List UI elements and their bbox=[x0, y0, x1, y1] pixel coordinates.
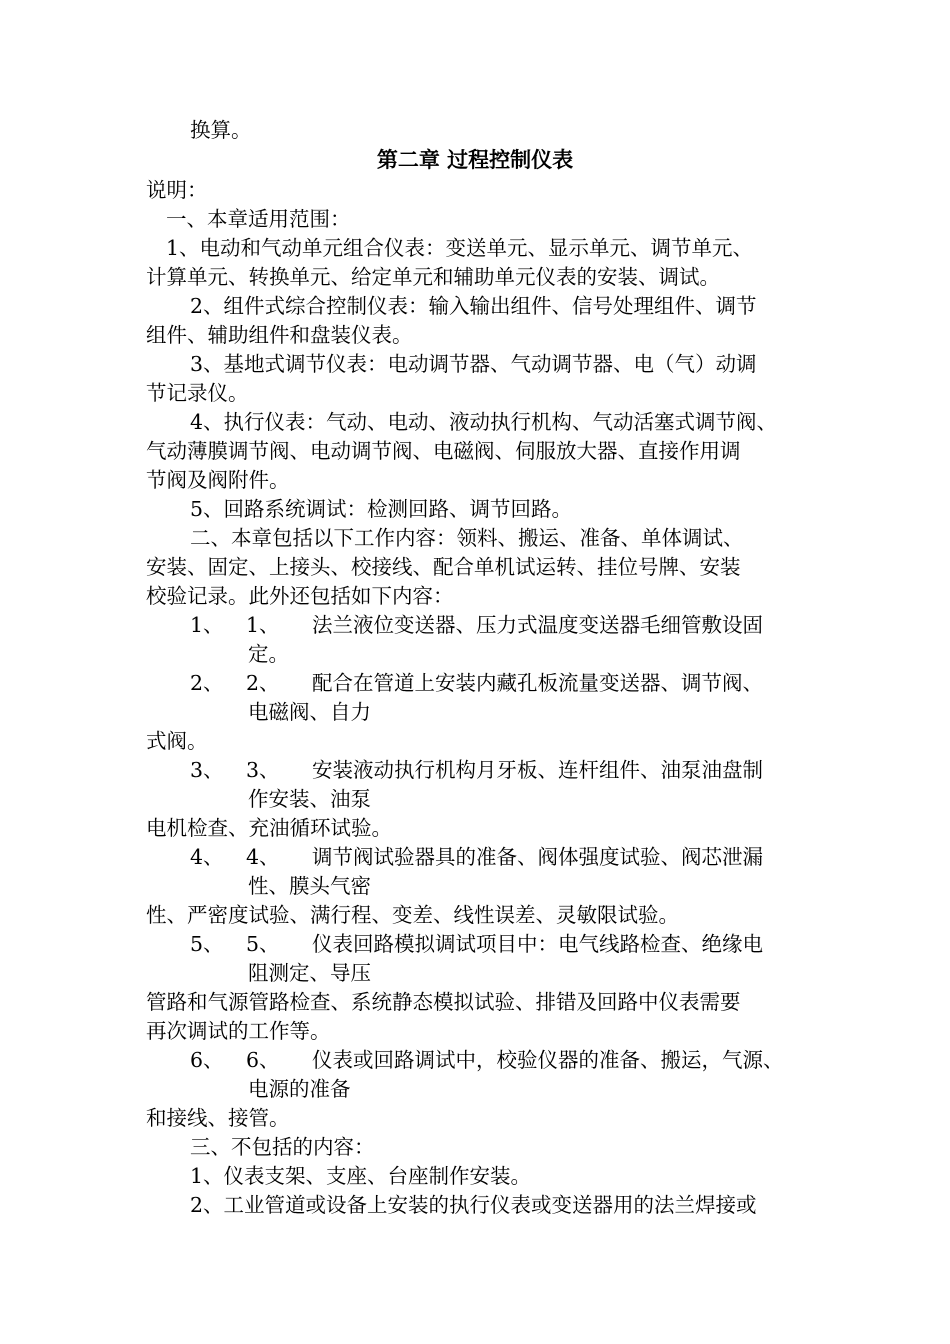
paragraph-line: 5、回路系统调试：检测回路、调节回路。 bbox=[190, 497, 573, 521]
paragraph-line: 4、执行仪表：气动、电动、液动执行机构、气动活塞式调节阀、 bbox=[190, 410, 778, 434]
lead-line: 换算。 bbox=[190, 118, 252, 142]
list-item-continuation: 性、严密度试验、满行程、变差、线性误差、灵敏限试验。 bbox=[146, 903, 679, 927]
list-item-continuation: 电机检查、充油循环试验。 bbox=[146, 816, 392, 840]
paragraph-line: 气动薄膜调节阀、电动调节阀、电磁阀、伺服放大器、直接作用调 bbox=[146, 439, 741, 463]
list-item-text: 电磁阀、自力 bbox=[248, 700, 371, 724]
paragraph-line: 安装、固定、上接头、校接线、配合单机试运转、挂位号牌、安装 bbox=[146, 555, 741, 579]
section-heading: 一、本章适用范围： bbox=[166, 207, 351, 231]
list-item-text: 调节阀试验器具的准备、阀体强度试验、阀芯泄漏 bbox=[312, 845, 763, 869]
list-item-text: 作安装、油泵 bbox=[248, 787, 371, 811]
paragraph-line: 节记录仪。 bbox=[146, 381, 249, 405]
list-number: 1、 bbox=[190, 613, 224, 637]
list-item-text: 仪表回路模拟调试项目中：电气线路检查、绝缘电 bbox=[312, 932, 763, 956]
list-item-text: 定。 bbox=[248, 642, 289, 666]
list-item-continuation: 管路和气源管路检查、系统静态模拟试验、排错及回路中仪表需要 bbox=[146, 990, 741, 1014]
list-number: 3、 bbox=[190, 758, 224, 782]
section-heading: 三、不包括的内容： bbox=[190, 1135, 375, 1159]
paragraph-line: 2、工业管道或设备上安装的执行仪表或变送器用的法兰焊接或 bbox=[190, 1193, 757, 1217]
list-number: 5、 bbox=[246, 932, 280, 956]
paragraph-line: 节阀及阀附件。 bbox=[146, 468, 290, 492]
paragraph-line: 计算单元、转换单元、给定单元和辅助单元仪表的安装、调试。 bbox=[146, 265, 720, 289]
list-item-text: 仪表或回路调试中，校验仪器的准备、搬运，气源、 bbox=[312, 1048, 784, 1072]
paragraph-line: 校验记录。此外还包括如下内容： bbox=[146, 584, 454, 608]
list-number: 1、 bbox=[246, 613, 280, 637]
list-number: 6、 bbox=[190, 1048, 224, 1072]
list-item-text: 安装液动执行机构月牙板、连杆组件、油泵油盘制 bbox=[312, 758, 763, 782]
paragraph-line: 1、电动和气动单元组合仪表：变送单元、显示单元、调节单元、 bbox=[166, 236, 754, 260]
list-item-text: 性、膜头气密 bbox=[248, 874, 371, 898]
list-number: 6、 bbox=[246, 1048, 280, 1072]
paragraph-line: 2、组件式综合控制仪表：输入输出组件、信号处理组件、调节 bbox=[190, 294, 757, 318]
list-item-text: 电源的准备 bbox=[248, 1077, 351, 1101]
explain-label: 说明： bbox=[146, 178, 208, 202]
list-item-text: 阻测定、导压 bbox=[248, 961, 371, 985]
list-number: 4、 bbox=[246, 845, 280, 869]
paragraph-line: 3、基地式调节仪表：电动调节器、气动调节器、电（气）动调 bbox=[190, 352, 757, 376]
list-number: 4、 bbox=[190, 845, 224, 869]
list-item-text: 法兰液位变送器、压力式温度变送器毛细管敷设固 bbox=[312, 613, 763, 637]
list-item-continuation: 和接线、接管。 bbox=[146, 1106, 290, 1130]
section-heading: 二、本章包括以下工作内容：领料、搬运、准备、单体调试、 bbox=[190, 526, 744, 550]
paragraph-line: 1、仪表支架、支座、台座制作安装。 bbox=[190, 1164, 532, 1188]
list-number: 5、 bbox=[190, 932, 224, 956]
list-number: 2、 bbox=[190, 671, 224, 695]
list-number: 3、 bbox=[246, 758, 280, 782]
paragraph-line: 组件、辅助组件和盘装仪表。 bbox=[146, 323, 413, 347]
list-item-text: 配合在管道上安装内藏孔板流量变送器、调节阀、 bbox=[312, 671, 763, 695]
chapter-title: 第二章 过程控制仪表 bbox=[376, 147, 574, 172]
list-item-continuation: 式阀。 bbox=[146, 729, 208, 753]
list-item-continuation: 再次调试的工作等。 bbox=[146, 1019, 331, 1043]
list-number: 2、 bbox=[246, 671, 280, 695]
